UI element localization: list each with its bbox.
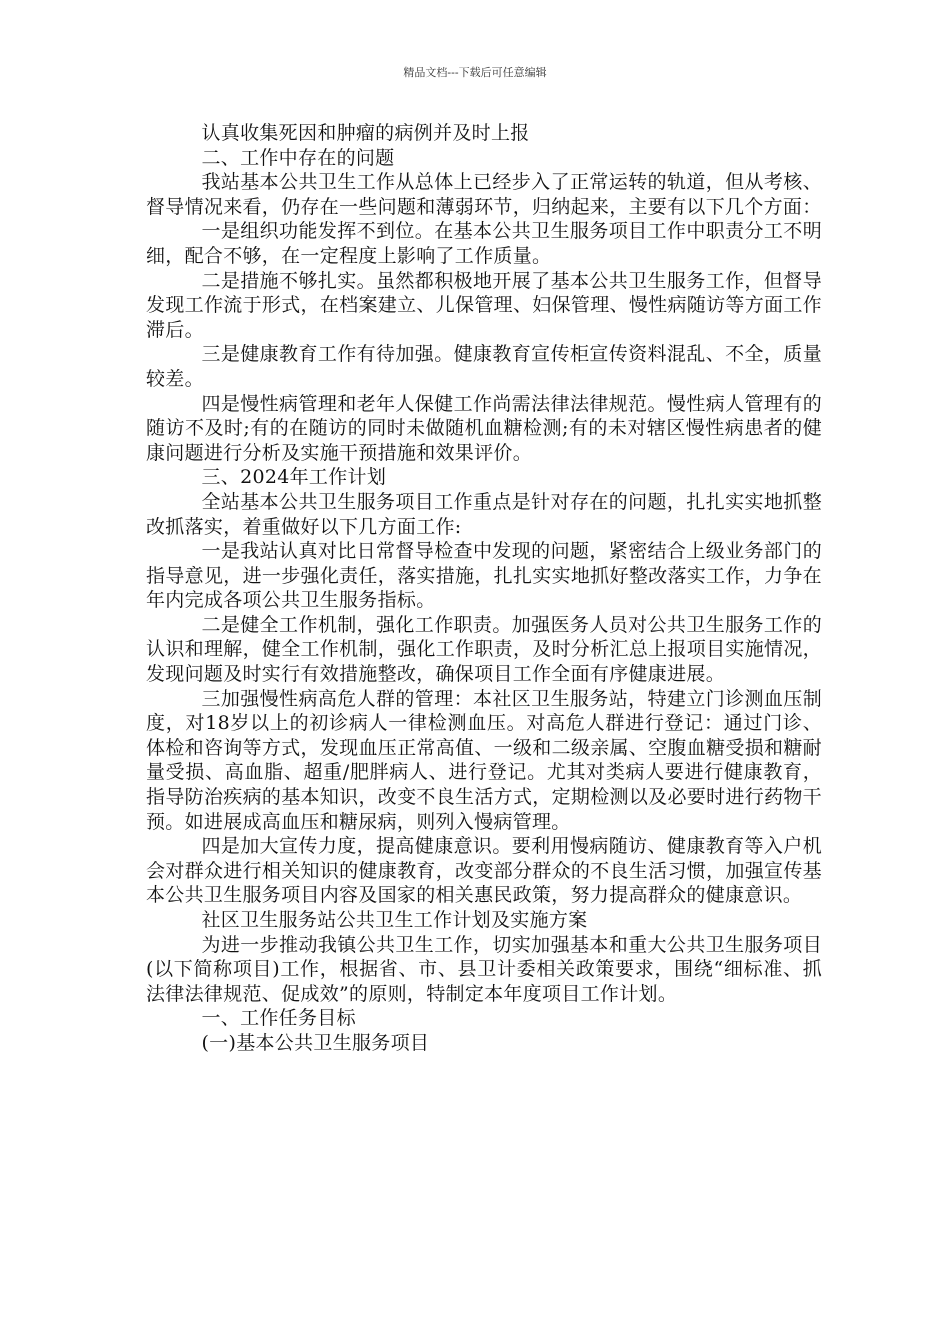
paragraph: 二是健全工作机制，强化工作职责。加强医务人员对公共卫生服务工作的认识和理解，健全工作机制，强化工作职责，及时分析汇总上报项目实施情况，发现问题及时实行有效措施整改，确保项目工作全面有序健康进展。	[146, 613, 822, 686]
paragraph: 我站基本公共卫生工作从总体上已经步入了正常运转的轨道，但从考核、督导情况来看，仍存在一些问题和薄弱环节，归纳起来，主要有以下几个方面：	[146, 171, 822, 218]
paragraph: 全站基本公共卫生服务项目工作重点是针对存在的问题，扎扎实实地抓整改抓落实，着重做好以下几方面工作:	[146, 490, 822, 538]
paragraph: 认真收集死因和肿瘤的病例并及时上报	[201, 122, 530, 144]
document-body	[146, 121, 822, 1056]
section-heading: 二、工作中存在的问题	[201, 146, 395, 169]
paragraph: 一是组织功能发挥不到位。在基本公共卫生服务项目工作中职责分工不明细，配合不够，在一定程度上影响了工作质量。	[146, 220, 822, 267]
section-heading: 一、工作任务目标	[201, 1007, 356, 1030]
paragraph: 三是健康教育工作有待加强。健康教育宣传柜宣传资料混乱、不全，质量较差。	[146, 343, 822, 390]
subsection-heading: (一)基本公共卫生服务项目	[201, 1031, 430, 1054]
page-header: 精品文档---下载后可任意编辑	[403, 66, 547, 79]
section-heading: 三、2024年工作计划	[201, 466, 387, 489]
paragraph: 二是措施不够扎实。虽然都积极地开展了基本公共卫生服务工作，但督导发现工作流于形式，在档案建立、儿保管理、妇保管理、慢性病随访等方面工作滞后。	[146, 269, 822, 341]
paragraph: 四是加大宣传力度，提高健康意识。要利用慢病随访、健康教育等入户机会对群众进行相关知识的健康教育，改变部分群众的不良生活习惯，加强宣传基本公共卫生服务项目内容及国家的相关惠民政策，努力提高群众的健康意识。	[146, 835, 822, 907]
document-title: 社区卫生服务站公共卫生工作计划及实施方案	[201, 909, 588, 931]
paragraph: 为进一步推动我镇公共卫生工作，切实加强基本和重大公共卫生服务项目(以下简称项目)工作，根据省、市、县卫计委相关政策要求，围绕“细标准、抓法律法律规范、促成效”的原则，特制定本年度项目工作计划。	[146, 933, 822, 1005]
paragraph: 三加强慢性病高危人群的管理：本社区卫生服务站，特建立门诊测血压制度，对18岁以上的初诊病人一律检测血压。对高危人群进行登记：通过门诊、体检和咨询等方式，发现血压正常高值、一级和二级亲属、空腹血糖受损和糖耐量受损、高血脂、超重/肥胖病人、进行登记。尤其对类病人要进行健康教育，指导防治疾病的基本知识，改变不良生活方式，定期检测以及必要时进行药物干预。如进展成高血压和糖尿病，则列入慢病管理。	[146, 687, 822, 833]
paragraph: 一是我站认真对比日常督导检查中发现的问题，紧密结合上级业务部门的指导意见，进一步强化责任，落实措施，扎扎实实地抓好整改落实工作，力争在年内完成各项公共卫生服务指标。	[146, 540, 822, 612]
paragraph: 四是慢性病管理和老年人保健工作尚需法律法律规范。慢性病人管理有的随访不及时;有的在随访的同时未做随机血糖检测;有的未对辖区慢性病患者的健康问题进行分析及实施干预措施和效果评价。	[146, 392, 822, 464]
